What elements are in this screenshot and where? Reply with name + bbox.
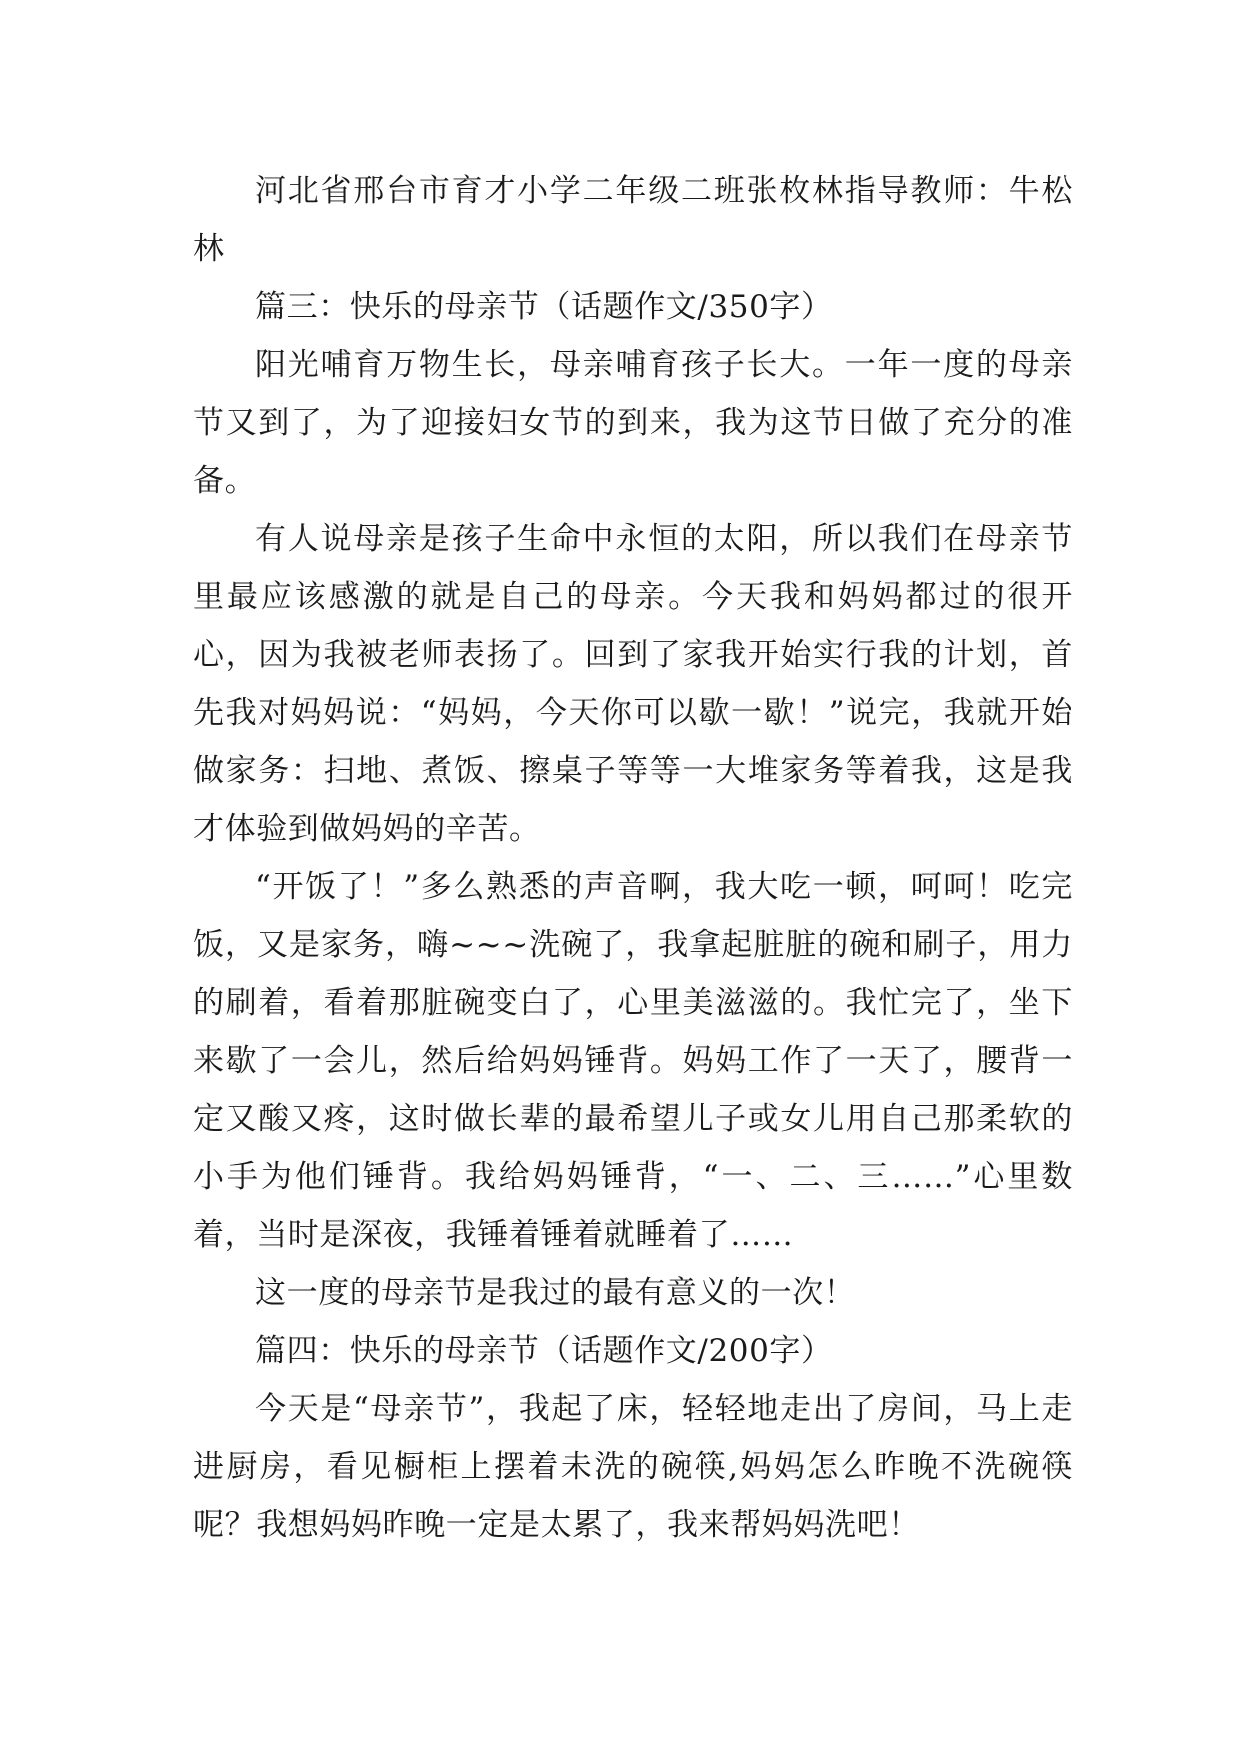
- section-heading-four: 篇四：快乐的母亲节（话题作文/200字）: [255, 1333, 833, 1369]
- author-line: 河北省邢台市育才小学二年级二班张枚林指导教师：牛松林: [193, 173, 1073, 267]
- section-heading-three: 篇三：快乐的母亲节（话题作文/350字）: [255, 289, 833, 325]
- body-paragraph: “开饭了！”多么熟悉的声音啊，我大吃一顿，呵呵！吃完饭，又是家务，嗨~~~洗碗了，我拿起脏脏的碗和刷子，用力的刷着，看着那脏碗变白了，心里美滋滋的。我忙完了，坐下来歇了一会儿，然后给妈妈锤背。妈妈工作了一天了，腰背一定又酸又疼，这时做长辈的最希望儿子或女儿用自己那柔软的小手为他们锤背。我给妈妈锤背，“一、二、三……”心里数着，当时是深夜，我锤着锤着就睡着了……: [193, 869, 1073, 1253]
- body-paragraph: 这一度的母亲节是我过的最有意义的一次！: [255, 1275, 856, 1311]
- body-paragraph: 今天是“母亲节”，我起了床，轻轻地走出了房间，马上走进厨房，看见橱柜上摆着未洗的碗筷,妈妈怎么昨晚不洗碗筷呢？我想妈妈昨晚一定是太累了，我来帮妈妈洗吧！: [193, 1391, 1073, 1543]
- body-paragraph: 有人说母亲是孩子生命中永恒的太阳，所以我们在母亲节里最应该感激的就是自己的母亲。今天我和妈妈都过的很开心，因为我被老师表扬了。回到了家我开始实行我的计划，首先我对妈妈说：“妈妈，今天你可以歇一歇！”说完，我就开始做家务：扫地、煮饭、擦桌子等等一大堆家务等着我，这是我才体验到做妈妈的辛苦。: [193, 521, 1073, 847]
- body-paragraph: 阳光哺育万物生长，母亲哺育孩子长大。一年一度的母亲节又到了，为了迎接妇女节的到来，我为这节日做了充分的准备。: [193, 347, 1073, 499]
- document-body: [193, 162, 1073, 1554]
